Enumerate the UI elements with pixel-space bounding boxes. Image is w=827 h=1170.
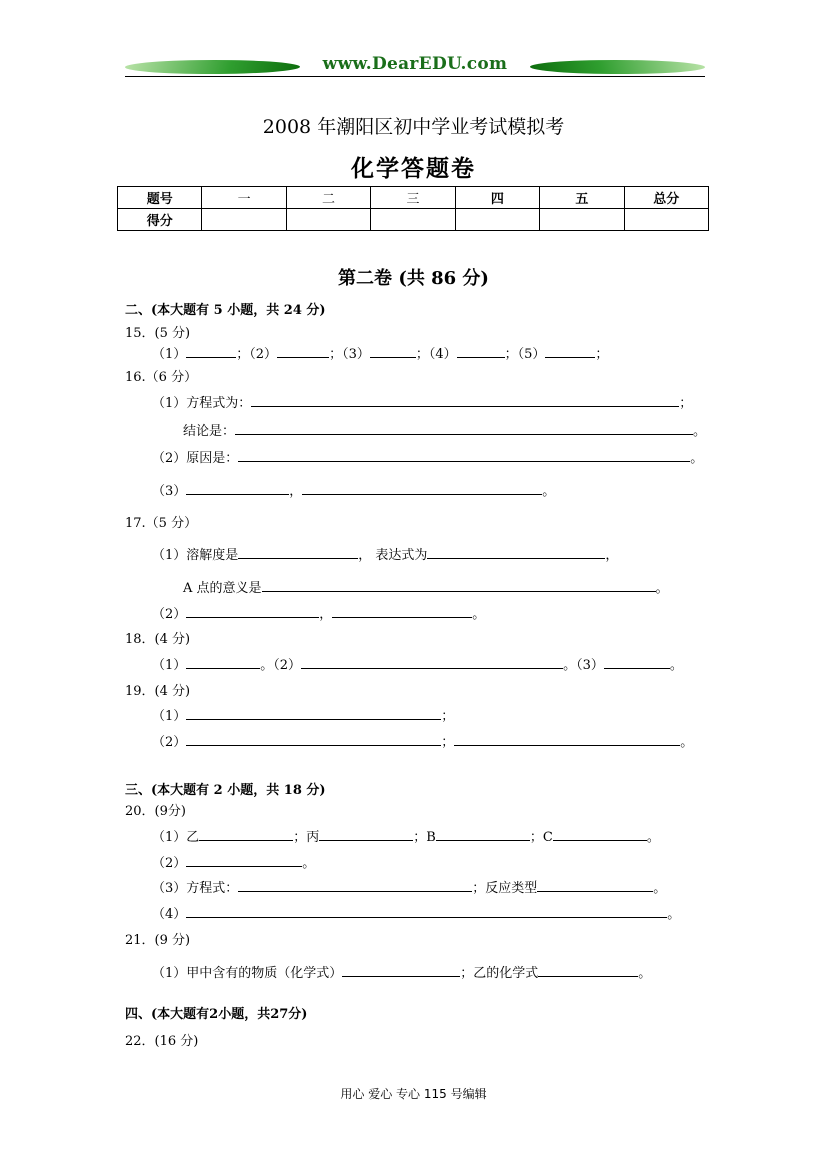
- part-label: （1）方程式为：: [152, 396, 252, 411]
- score-table-col: 三: [371, 187, 455, 209]
- answer-blank[interactable]: [436, 828, 530, 841]
- part-label: ；反应类型: [472, 881, 538, 896]
- q20-line-4: [0, 903, 827, 922]
- part-label: ；C: [529, 830, 553, 845]
- punctuation: 。: [680, 735, 694, 750]
- q17-line-1: [0, 544, 827, 563]
- q20-line-1: [0, 826, 827, 845]
- answer-blank[interactable]: [538, 964, 638, 977]
- answer-blank[interactable]: [186, 905, 667, 918]
- section-heading: 二、(本大题有 5 小题，共 24 分): [125, 303, 326, 318]
- score-table-score-row: [118, 209, 709, 231]
- header-rule: [125, 76, 705, 77]
- score-table: [117, 186, 709, 231]
- question-label: 15．(5 分): [125, 326, 191, 341]
- answer-blank[interactable]: [186, 733, 441, 746]
- question-label: 22．(16 分): [125, 1034, 199, 1049]
- score-cell[interactable]: [286, 209, 370, 231]
- score-cell[interactable]: [371, 209, 455, 231]
- part-label: （1）: [152, 709, 187, 724]
- punctuation: 。: [693, 424, 707, 439]
- score-cell[interactable]: [202, 209, 286, 231]
- answer-blank[interactable]: [342, 964, 460, 977]
- punctuation: 。: [302, 856, 316, 871]
- answer-blank[interactable]: [238, 546, 358, 559]
- question-label: 19．(4 分): [125, 684, 191, 699]
- q20-line-3: [0, 877, 827, 896]
- answer-blank[interactable]: [277, 345, 329, 358]
- q15-part-label: ；（2）: [236, 347, 278, 362]
- punctuation: 。: [667, 907, 681, 922]
- answer-blank[interactable]: [262, 579, 656, 592]
- q16-line-3: [0, 447, 827, 466]
- answer-blank[interactable]: [302, 482, 542, 495]
- score-table-col: 一: [202, 187, 286, 209]
- answer-blank[interactable]: [604, 656, 670, 669]
- q15-part-label: ；（3）: [329, 347, 370, 362]
- green-swoosh-left-icon: [123, 60, 303, 74]
- q16-line-1: [0, 392, 827, 411]
- volume-title: 第二卷 (共 86 分): [338, 268, 489, 289]
- punctuation: 。: [472, 607, 486, 622]
- answer-blank[interactable]: [545, 345, 595, 358]
- score-table-col: 五: [540, 187, 624, 209]
- q18-answer-line: [0, 654, 827, 673]
- question-label: 17.（5 分）: [125, 516, 198, 531]
- score-table-col: 四: [455, 187, 539, 209]
- part-label: A 点的意义是: [183, 581, 262, 596]
- part-label: ；乙的化学式: [460, 966, 539, 981]
- answer-blank[interactable]: [454, 733, 680, 746]
- answer-blank[interactable]: [370, 345, 416, 358]
- q15-part-label: （1）: [152, 347, 187, 362]
- punctuation: 。: [653, 881, 667, 896]
- q17-line-3: [0, 603, 827, 622]
- answer-blank[interactable]: [537, 879, 653, 892]
- punctuation: ；: [679, 396, 693, 411]
- score-table-col: 总分: [624, 187, 708, 209]
- paper-title: 化学答题卷: [351, 155, 476, 182]
- part-label: （3）方程式：: [152, 881, 239, 896]
- part-label: （1）甲中含有的物质（化学式）: [152, 966, 343, 981]
- answer-blank[interactable]: [238, 449, 690, 462]
- answer-blank[interactable]: [457, 345, 505, 358]
- answer-blank[interactable]: [301, 656, 563, 669]
- part-label: （2）: [152, 607, 187, 622]
- part-label: （3）: [152, 484, 187, 499]
- q15-part-label: ；（5）: [504, 347, 546, 362]
- punctuation: ；: [441, 735, 455, 750]
- section-heading: 三、(本大题有 2 小题，共 18 分): [125, 783, 326, 798]
- answer-blank[interactable]: [251, 394, 679, 407]
- site-header: [125, 52, 705, 82]
- q16-line-4: [0, 480, 827, 499]
- score-table-header-row: [118, 187, 709, 209]
- punctuation: 。: [542, 484, 556, 499]
- part-label: ；B: [413, 830, 436, 845]
- q20-line-2: [0, 852, 827, 871]
- q15-part-label: ；（4）: [415, 347, 457, 362]
- score-table-col: 二: [286, 187, 370, 209]
- question-label: 21．(9 分): [125, 933, 191, 948]
- part-label: ；丙: [293, 830, 320, 845]
- punctuation: ；: [441, 709, 455, 724]
- q19-line-2: [0, 731, 827, 750]
- answer-blank[interactable]: [186, 345, 236, 358]
- answer-blank[interactable]: [553, 828, 647, 841]
- question-label: 18．(4 分): [125, 632, 191, 647]
- answer-blank[interactable]: [186, 482, 289, 495]
- part-label: （1）乙: [152, 830, 200, 845]
- punctuation: ，: [319, 607, 333, 622]
- q17-line-2: [0, 577, 827, 596]
- punctuation: 。: [646, 830, 660, 845]
- page-footer: 用心 爱心 专心 115 号编辑: [340, 1087, 487, 1101]
- punctuation: 。: [669, 658, 683, 673]
- answer-blank[interactable]: [332, 605, 472, 618]
- answer-blank[interactable]: [186, 605, 319, 618]
- exam-title: 2008 年潮阳区初中学业考试模拟考: [262, 116, 565, 138]
- part-label: （2）: [152, 856, 187, 871]
- q15-answer-line: [0, 343, 827, 362]
- score-table-row-label: 得分: [118, 209, 202, 231]
- answer-blank[interactable]: [427, 546, 605, 559]
- score-cell[interactable]: [540, 209, 624, 231]
- score-cell[interactable]: [455, 209, 539, 231]
- score-table-row-label: 题号: [118, 187, 202, 209]
- part-label: ， 表达式为: [358, 548, 428, 563]
- part-label: （1）溶解度是: [152, 548, 239, 563]
- q21-line-1: [0, 962, 827, 981]
- site-logo: www.DearEDU.com: [303, 54, 527, 74]
- part-label: （2）: [152, 735, 187, 750]
- q19-line-1: [0, 705, 827, 724]
- question-label: 20．(9分): [125, 804, 186, 819]
- answer-blank[interactable]: [186, 707, 441, 720]
- answer-blank[interactable]: [235, 422, 693, 435]
- punctuation: ，: [289, 484, 303, 499]
- part-label: 结论是：: [183, 424, 236, 439]
- q16-line-2: [0, 420, 827, 439]
- section-heading: 四、(本大题有2小题，共27分): [125, 1007, 308, 1022]
- punctuation: 。: [690, 451, 704, 466]
- answer-blank[interactable]: [186, 656, 260, 669]
- punctuation: ，: [605, 548, 619, 563]
- punctuation: 。: [655, 581, 669, 596]
- answer-blank[interactable]: [199, 828, 293, 841]
- answer-blank[interactable]: [319, 828, 413, 841]
- green-swoosh-right-icon: [528, 60, 708, 74]
- part-label: 。（2）: [260, 658, 302, 673]
- score-cell[interactable]: [624, 209, 708, 231]
- part-label: （4）: [152, 907, 187, 922]
- part-label: （1）: [152, 658, 187, 673]
- punctuation: ；: [595, 347, 609, 362]
- part-label: （2）原因是：: [152, 451, 239, 466]
- answer-blank[interactable]: [186, 854, 302, 867]
- answer-blank[interactable]: [238, 879, 472, 892]
- punctuation: 。: [638, 966, 652, 981]
- part-label: 。（3）: [563, 658, 604, 673]
- question-label: 16.（6 分）: [125, 370, 198, 385]
